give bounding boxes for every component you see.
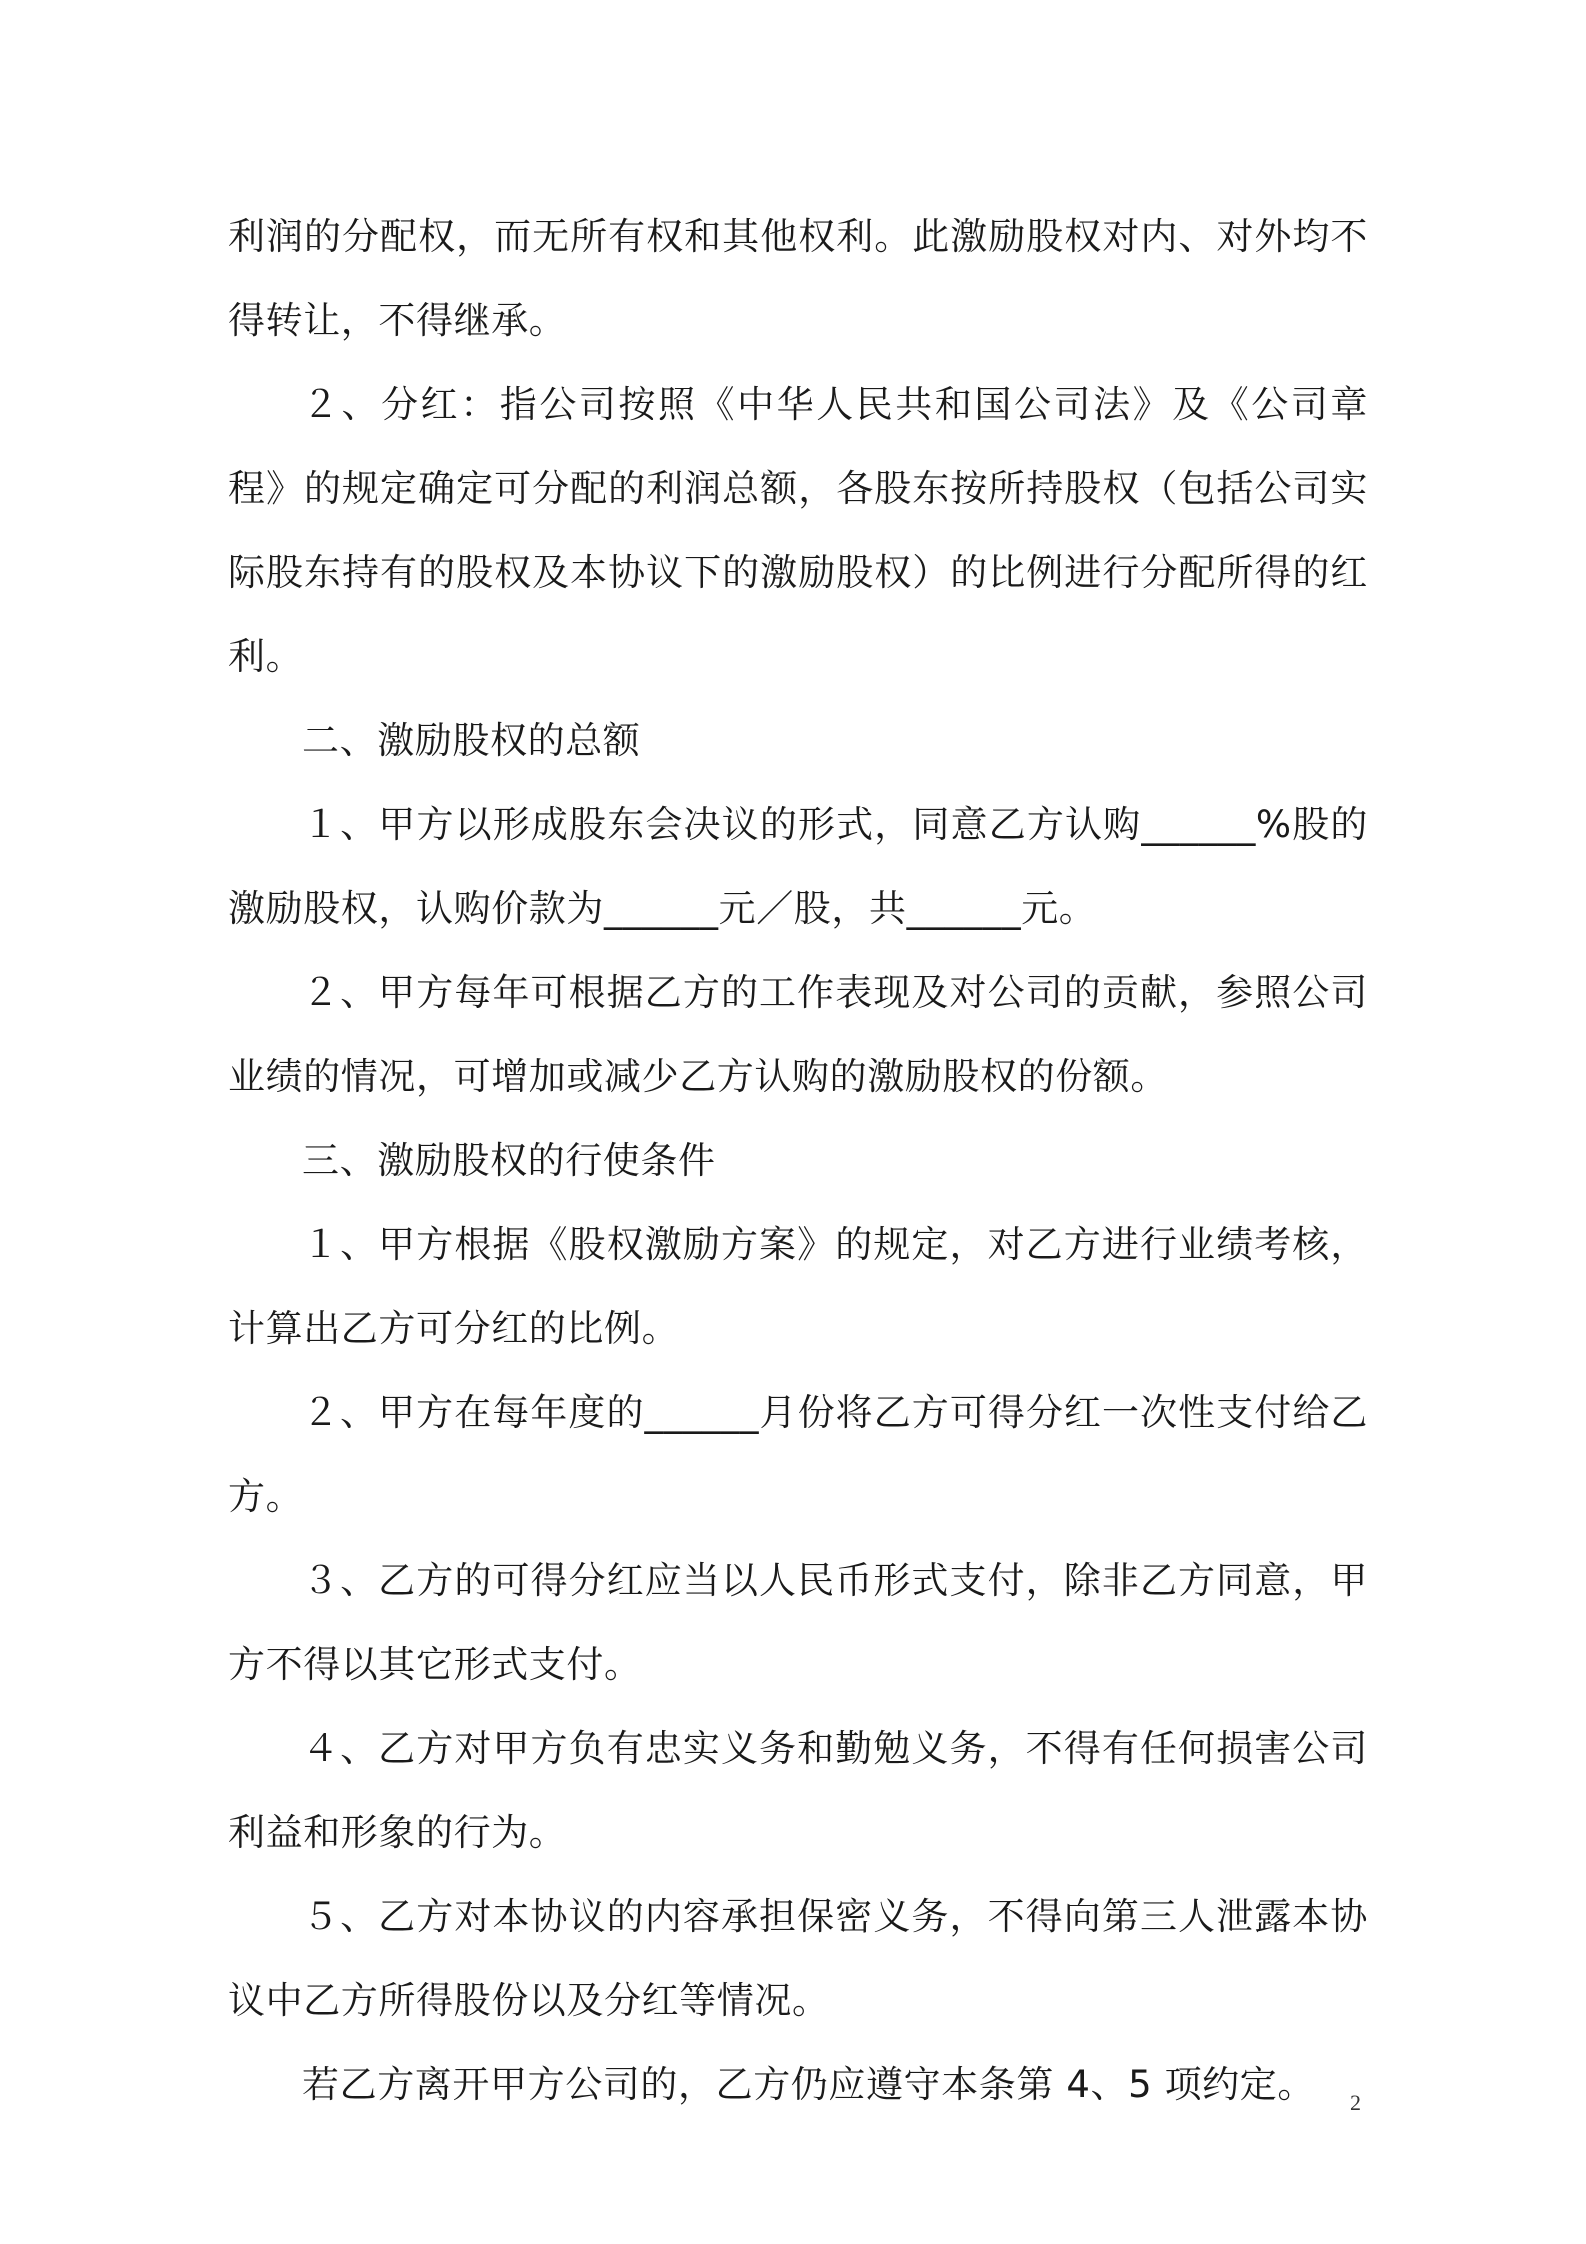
paragraph-confidentiality-duty: ５、乙方对本协议的内容承担保密义务，不得向第三人泄露本协议中乙方所得股份以及分红等情况。 xyxy=(228,1895,1368,2022)
document-body xyxy=(228,195,1368,2127)
paragraph-dividend-definition: ２、分红：指公司按照《中华人民共和国公司法》及《公司章程》的规定确定可分配的利润总额，各股东按所持股权（包括公司实际股东持有的股权及本协议下的激励股权）的比例进行分配所得的红利。 xyxy=(228,383,1368,678)
paragraph-continuation-profit-rights: 利润的分配权，而无所有权和其他权利。此激励股权对内、对外均不得转让，不得继承。 xyxy=(228,215,1368,342)
paragraph-dividend-payment-month: ２、甲方在每年度的______月份将乙方可得分红一次性支付给乙方。 xyxy=(228,1391,1368,1518)
paragraph-payment-currency: ３、乙方的可得分红应当以人民币形式支付，除非乙方同意，甲方不得以其它形式支付。 xyxy=(228,1559,1368,1686)
page-number: 2 xyxy=(1350,2090,1361,2115)
paragraph-equity-subscription: １、甲方以形成股东会决议的形式，同意乙方认购______%股的激励股权，认购价款为______元／股，共______元。 xyxy=(228,803,1368,930)
paragraph-loyalty-duty: ４、乙方对甲方负有忠实义务和勤勉义务，不得有任何损害公司利益和形象的行为。 xyxy=(228,1727,1368,1854)
section-heading-total-equity: 二、激励股权的总额 xyxy=(302,719,641,762)
paragraph-performance-assessment: １、甲方根据《股权激励方案》的规定，对乙方进行业绩考核，计算出乙方可分红的比例。 xyxy=(228,1223,1368,1350)
paragraph-departure-obligation: 若乙方离开甲方公司的，乙方仍应遵守本条第 4、5 项约定。 xyxy=(302,2063,1316,2106)
section-heading-exercise-conditions: 三、激励股权的行使条件 xyxy=(302,1139,716,1182)
paragraph-equity-adjustment: ２、甲方每年可根据乙方的工作表现及对公司的贡献，参照公司业绩的情况，可增加或减少乙方认购的激励股权的份额。 xyxy=(228,971,1368,1098)
